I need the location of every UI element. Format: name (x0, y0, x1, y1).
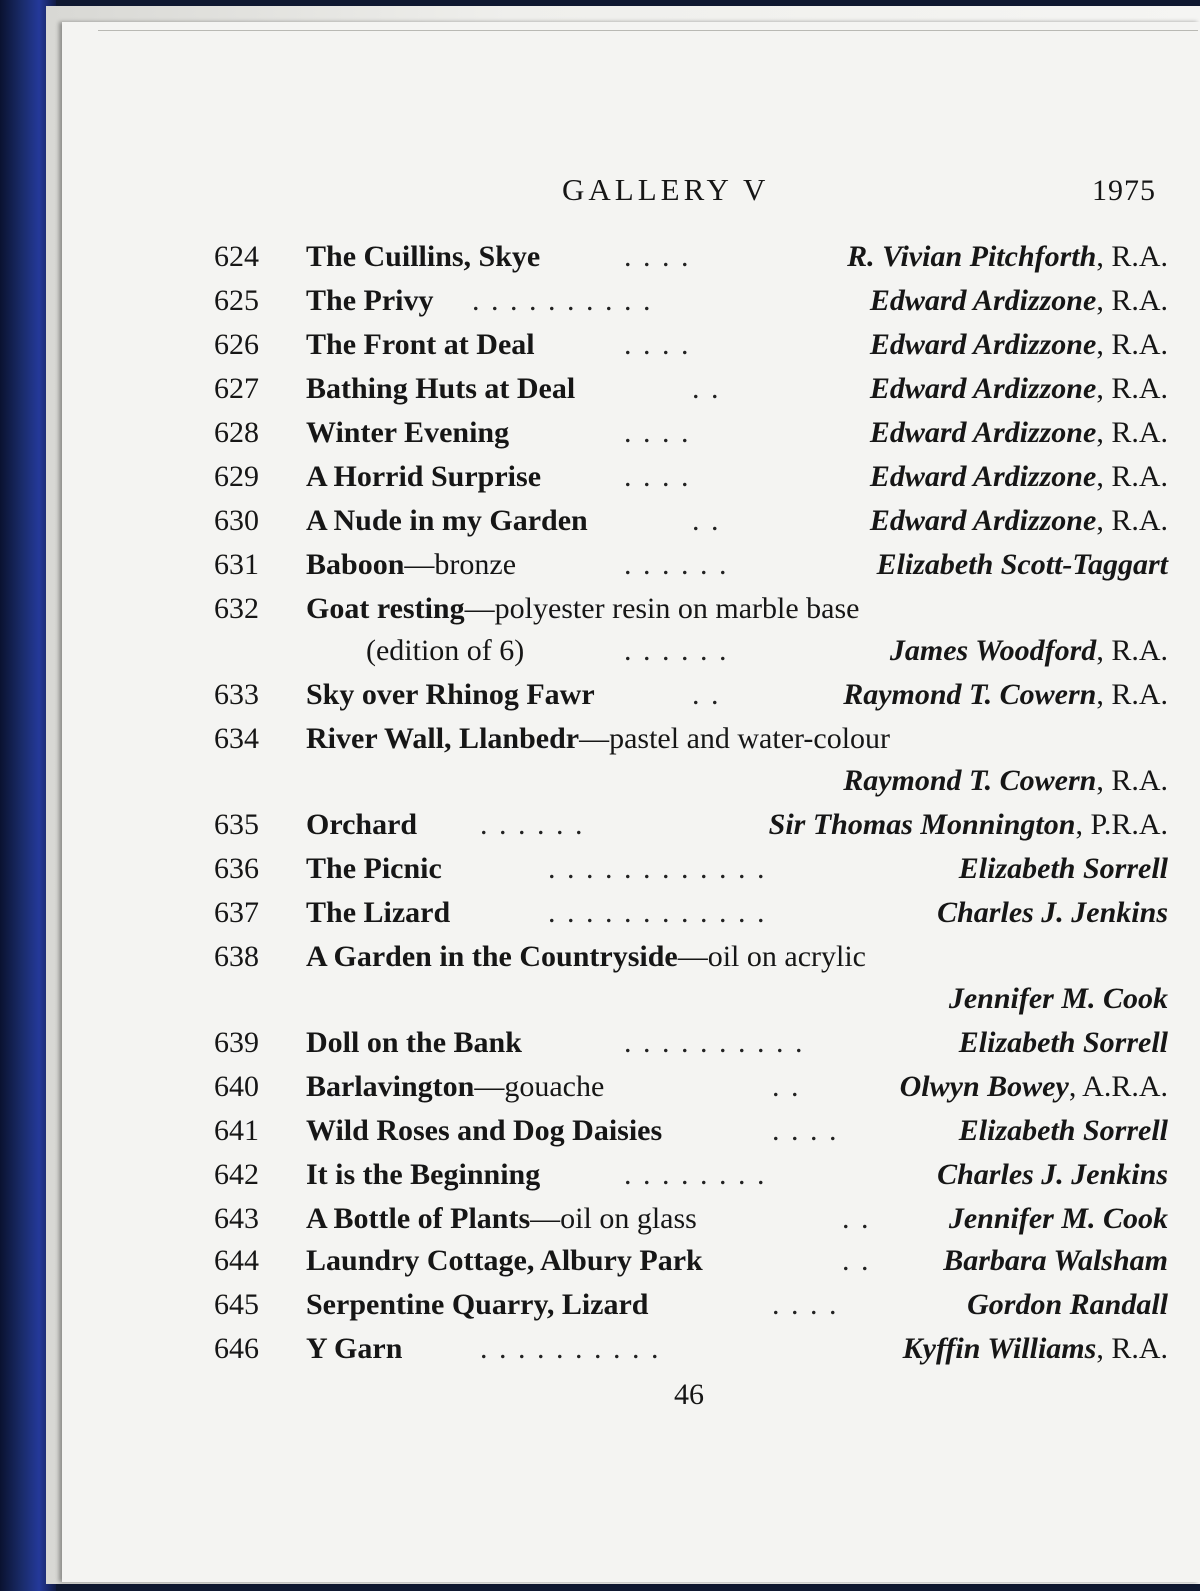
entry-title (306, 808, 417, 842)
artist-credit (877, 548, 1168, 582)
artist-name: R. Vivian Pitchforth (847, 240, 1097, 273)
leader-dots: . . . . (624, 416, 691, 449)
catalogue-entry (62, 634, 1200, 674)
work-title: A Garden in the Countryside (306, 940, 678, 973)
entry-number: 631 (214, 548, 259, 581)
artist-name: Elizabeth Sorrell (958, 1114, 1168, 1147)
catalogue-entry (62, 328, 1200, 368)
entry-title (306, 1202, 697, 1236)
artist-name: Kyffin Williams (902, 1332, 1097, 1365)
artist-honour: , R.A. (1096, 634, 1168, 667)
entry-number: 645 (214, 1288, 259, 1321)
artist-name: Edward Ardizzone (869, 284, 1097, 317)
artist-name: Raymond T. Cowern (843, 678, 1097, 711)
artist-credit (847, 240, 1168, 274)
leader-dots: . . . . (624, 460, 691, 493)
entry-title (306, 240, 540, 274)
catalogue-entry (62, 1158, 1200, 1198)
entry-title (306, 1026, 522, 1060)
work-title: Laundry Cottage, Albury Park (306, 1244, 703, 1277)
entry-title (306, 504, 588, 538)
artist-credit (890, 634, 1168, 668)
artist-honour: , A.R.A. (1068, 1070, 1168, 1103)
artist-honour: , R.A. (1096, 416, 1168, 449)
leader-dots: . . (842, 1244, 871, 1277)
artist-credit (870, 328, 1168, 362)
catalogue-entry (62, 372, 1200, 412)
artist-credit (967, 1288, 1168, 1322)
work-title: The Front at Deal (306, 328, 535, 361)
entry-number: 634 (214, 722, 259, 755)
work-medium: (edition of 6) (366, 634, 525, 667)
work-title: Bathing Huts at Deal (306, 372, 576, 405)
artist-honour: , R.A. (1096, 372, 1168, 405)
catalogue-entry (62, 852, 1200, 892)
work-title: It is the Beginning (306, 1158, 541, 1191)
entry-number: 641 (214, 1114, 259, 1147)
artist-name: Edward Ardizzone (869, 328, 1097, 361)
entry-number: 628 (214, 416, 259, 449)
work-title: Serpentine Quarry, Lizard (306, 1288, 649, 1321)
artist-credit (900, 1070, 1168, 1104)
artist-credit (870, 416, 1168, 450)
work-medium: —oil on acrylic (677, 940, 866, 973)
entry-number: 635 (214, 808, 259, 841)
work-title: Doll on the Bank (306, 1026, 522, 1059)
entry-number: 640 (214, 1070, 259, 1103)
entry-number: 638 (214, 940, 259, 973)
leader-dots: . . . . (624, 240, 691, 273)
work-title: The Cuillins, Skye (306, 240, 541, 273)
catalogue-entry (62, 1332, 1200, 1372)
entry-number: 625 (214, 284, 259, 317)
catalogue-entry (62, 940, 1200, 980)
work-medium: —bronze (404, 548, 517, 581)
catalogue-entry (62, 808, 1200, 848)
artist-name: Raymond T. Cowern (843, 764, 1097, 797)
entry-number: 627 (214, 372, 259, 405)
artist-name: James Woodford (889, 634, 1097, 667)
entry-number: 636 (214, 852, 259, 885)
work-medium: —gouache (474, 1070, 605, 1103)
catalogue-entry (62, 678, 1200, 718)
leader-dots: . . . . (772, 1288, 839, 1321)
catalogue-entry (62, 982, 1200, 1022)
work-title: The Lizard (306, 896, 451, 929)
artist-credit (959, 852, 1168, 886)
leader-dots: . . . . (624, 328, 691, 361)
entry-number: 646 (214, 1332, 259, 1365)
entry-number: 633 (214, 678, 259, 711)
leader-dots: . . (772, 1070, 801, 1103)
leader-dots: . . (692, 372, 721, 405)
artist-honour: , R.A. (1096, 284, 1168, 317)
artist-name: Charles J. Jenkins (937, 896, 1168, 929)
work-title: The Privy (306, 284, 434, 317)
work-title: A Bottle of Plants (306, 1202, 531, 1235)
artist-honour: , R.A. (1096, 240, 1168, 273)
leader-dots: . . . . . . . . . . . . (548, 852, 767, 885)
artist-name: Sir Thomas Monnington (768, 808, 1076, 841)
work-medium: —polyester resin on marble base (464, 592, 860, 625)
work-title: Orchard (306, 808, 418, 841)
artist-name: Barbara Walsham (943, 1244, 1168, 1277)
artist-credit (943, 1244, 1168, 1278)
top-rule (98, 30, 1198, 31)
artist-credit (937, 896, 1168, 930)
catalogue-entry (62, 1244, 1200, 1284)
entry-number: 642 (214, 1158, 259, 1191)
artist-credit (769, 808, 1168, 842)
work-title: Baboon (306, 548, 405, 581)
work-title: Sky over Rhinog Fawr (306, 678, 595, 711)
entry-title (306, 416, 509, 450)
artist-honour: , R.A. (1096, 678, 1168, 711)
work-title: Goat resting (306, 592, 465, 625)
artist-credit (949, 982, 1168, 1016)
artist-credit (870, 460, 1168, 494)
page-number: 46 (674, 1378, 704, 1411)
artist-credit (949, 1202, 1168, 1236)
artist-honour: , R.A. (1096, 764, 1168, 797)
entry-title (306, 460, 541, 494)
catalogue-entry (62, 1202, 1200, 1242)
leader-dots: . . . . . . . . . . (472, 284, 653, 317)
work-medium: —oil on glass (530, 1202, 697, 1235)
entry-title (306, 852, 442, 886)
entry-number: 637 (214, 896, 259, 929)
work-title: Wild Roses and Dog Daisies (306, 1114, 663, 1147)
work-title: Barlavington (306, 1070, 475, 1103)
catalogue-entry (62, 1026, 1200, 1066)
entry-title (306, 328, 535, 362)
leader-dots: . . . . . . (624, 548, 729, 581)
entry-number: 629 (214, 460, 259, 493)
entry-number: 643 (214, 1202, 259, 1235)
entry-number: 644 (214, 1244, 259, 1277)
entry-title (306, 1070, 604, 1104)
catalogue-entry (62, 240, 1200, 280)
catalogue-entry (62, 1114, 1200, 1154)
entry-title (366, 634, 524, 668)
artist-name: Edward Ardizzone (869, 416, 1097, 449)
work-title: A Nude in my Garden (306, 504, 588, 537)
artist-name: Edward Ardizzone (869, 372, 1097, 405)
artist-name: Charles J. Jenkins (937, 1158, 1168, 1191)
catalogue-entry (62, 504, 1200, 544)
entry-title (306, 1114, 662, 1148)
work-title: Y Garn (306, 1332, 403, 1365)
artist-credit (937, 1158, 1168, 1192)
entry-number: 632 (214, 592, 259, 625)
artist-honour: , R.A. (1096, 1332, 1168, 1365)
artist-credit (843, 764, 1168, 798)
running-header (62, 172, 1200, 212)
catalogue-entry (62, 1070, 1200, 1110)
catalogue-entry (62, 722, 1200, 762)
entry-title (306, 678, 595, 712)
catalogue-entry (62, 416, 1200, 456)
catalogue-entry (62, 1288, 1200, 1328)
catalogue-entry (62, 548, 1200, 588)
catalogue-entry (62, 764, 1200, 804)
entry-title (306, 896, 450, 930)
catalogue-entry (62, 896, 1200, 936)
leader-dots: . . . . . . . . (624, 1158, 767, 1191)
entry-title (306, 284, 434, 318)
work-medium: —pastel and water-colour (579, 722, 891, 755)
leader-dots: . . (692, 678, 721, 711)
leader-dots: . . . . . . (480, 808, 585, 841)
artist-credit (870, 284, 1168, 318)
work-title: River Wall, Llanbedr (306, 722, 580, 755)
artist-name: Olwyn Bowey (899, 1070, 1069, 1103)
artist-honour: , R.A. (1096, 460, 1168, 493)
artist-credit (843, 678, 1168, 712)
catalogue-entry (62, 592, 1200, 632)
artist-name: Jennifer M. Cook (948, 982, 1168, 1015)
leader-dots: . . (692, 504, 721, 537)
artist-name: Elizabeth Sorrell (958, 1026, 1168, 1059)
entry-title (306, 722, 890, 756)
artist-name: Gordon Randall (967, 1288, 1168, 1321)
artist-name: Edward Ardizzone (869, 460, 1097, 493)
artist-name: Jennifer M. Cook (948, 1202, 1168, 1235)
artist-credit (903, 1332, 1168, 1366)
artist-name: Edward Ardizzone (869, 504, 1097, 537)
entry-title (306, 592, 860, 626)
artist-credit (959, 1114, 1168, 1148)
entry-number: 624 (214, 240, 259, 273)
leader-dots: . . (842, 1202, 871, 1235)
entry-title (306, 1288, 648, 1322)
leader-dots: . . . . . . . . . . . . (548, 896, 767, 929)
catalogue-entry (62, 284, 1200, 324)
work-title: A Horrid Surprise (306, 460, 542, 493)
entry-title (306, 372, 575, 406)
catalogue-page (62, 22, 1200, 1582)
artist-honour: , P.R.A. (1075, 808, 1168, 841)
artist-honour: , R.A. (1096, 328, 1168, 361)
leader-dots: . . . . . . (624, 634, 729, 667)
leader-dots: . . . . . . . . . . (480, 1332, 661, 1365)
entry-title (306, 1244, 703, 1278)
entry-title (306, 548, 516, 582)
entry-number: 630 (214, 504, 259, 537)
entry-number: 639 (214, 1026, 259, 1059)
artist-credit (870, 372, 1168, 406)
leader-dots: . . . . . . . . . . (624, 1026, 805, 1059)
entry-title (306, 940, 866, 974)
catalogue-entry (62, 460, 1200, 500)
entry-title (306, 1158, 540, 1192)
artist-credit (959, 1026, 1168, 1060)
artist-honour: , R.A. (1096, 504, 1168, 537)
work-title: The Picnic (306, 852, 442, 885)
artist-name: Elizabeth Scott-Taggart (876, 548, 1168, 581)
leader-dots: . . . . (772, 1114, 839, 1147)
work-title: Winter Evening (306, 416, 510, 449)
artist-credit (870, 504, 1168, 538)
entry-number: 626 (214, 328, 259, 361)
gallery-title: GALLERY V (562, 172, 770, 207)
catalogue-year: 1975 (1092, 174, 1156, 207)
entry-title (306, 1332, 402, 1366)
artist-name: Elizabeth Sorrell (958, 852, 1168, 885)
